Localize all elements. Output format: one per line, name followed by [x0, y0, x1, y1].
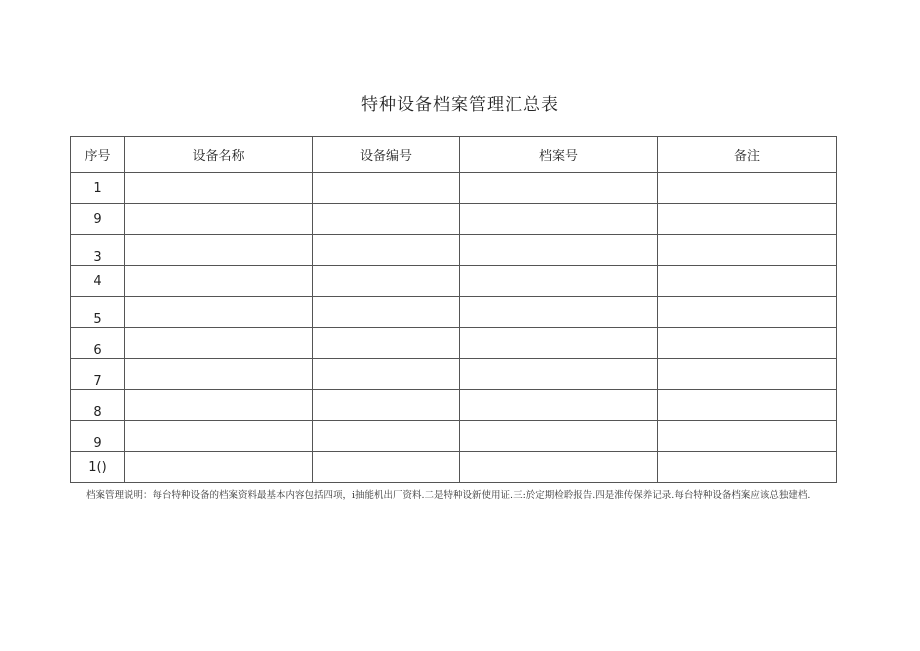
row-index [71, 452, 125, 483]
header-archive-number: 档案号 [460, 137, 658, 173]
row-index [71, 297, 125, 328]
device-number-cell [313, 173, 460, 204]
header-index: 序号 [71, 137, 125, 173]
device-number-cell [313, 390, 460, 421]
device-name-cell [125, 421, 313, 452]
remarks-cell [658, 452, 837, 483]
remarks-cell [658, 204, 837, 235]
remarks-cell [658, 390, 837, 421]
archive-number-cell [460, 235, 658, 266]
device-name-cell [125, 390, 313, 421]
table-header-row [71, 137, 837, 173]
row-index [71, 328, 125, 359]
archive-number-cell [460, 328, 658, 359]
archive-number-cell [460, 421, 658, 452]
remarks-cell [658, 235, 837, 266]
device-number-cell [313, 266, 460, 297]
table-row [71, 173, 837, 204]
device-number-cell [313, 452, 460, 483]
device-number-cell [313, 204, 460, 235]
row-index-label: 3 [93, 250, 102, 265]
remarks-cell [658, 359, 837, 390]
row-index [71, 235, 125, 266]
device-name-cell [125, 266, 313, 297]
row-index-label: 9 [93, 436, 102, 451]
header-remarks: 备注 [658, 137, 837, 173]
device-name-cell [125, 297, 313, 328]
header-device-number: 设备编号 [313, 137, 460, 173]
archive-management-note: 档案管理说明：每台特种设备的档案资料最基本内容包括四项，i抽能机出厂资料.二是特种设新使用证.三:於定期检聆报告.四是淮传保养记录.每台特种设备档案应该总独建档. [86, 490, 811, 501]
archive-number-cell [460, 390, 658, 421]
row-index [71, 173, 125, 204]
archive-number-cell [460, 204, 658, 235]
table-row [71, 266, 837, 297]
device-name-cell [125, 173, 313, 204]
archive-number-cell [460, 297, 658, 328]
device-number-cell [313, 297, 460, 328]
remarks-cell [658, 421, 837, 452]
row-index [71, 359, 125, 390]
table-row [71, 328, 837, 359]
row-index-label: 9 [93, 211, 102, 227]
row-index [71, 421, 125, 452]
table-row [71, 452, 837, 483]
row-index [71, 390, 125, 421]
device-number-cell [313, 235, 460, 266]
row-index-label: 7 [93, 374, 102, 389]
table-row [71, 235, 837, 266]
row-index-label: 4 [93, 273, 102, 289]
row-index-label: 1() [88, 459, 107, 475]
device-name-cell [125, 452, 313, 483]
remarks-cell [658, 328, 837, 359]
row-index [71, 266, 125, 297]
device-name-cell [125, 328, 313, 359]
table-row [71, 204, 837, 235]
row-index-label: 6 [93, 343, 102, 358]
remarks-cell [658, 266, 837, 297]
archive-number-cell [460, 266, 658, 297]
row-index-label: 8 [93, 405, 102, 420]
row-index [71, 204, 125, 235]
device-number-cell [313, 328, 460, 359]
device-name-cell [125, 204, 313, 235]
row-index-label: 1 [93, 180, 102, 196]
device-name-cell [125, 359, 313, 390]
remarks-cell [658, 173, 837, 204]
archive-number-cell [460, 173, 658, 204]
archive-number-cell [460, 452, 658, 483]
table-row [71, 359, 837, 390]
archive-summary-table [70, 136, 837, 483]
page-title: 特种设备档案管理汇总表 [361, 95, 559, 115]
header-device-name: 设备名称 [125, 137, 313, 173]
remarks-cell [658, 297, 837, 328]
archive-number-cell [460, 359, 658, 390]
device-number-cell [313, 359, 460, 390]
row-index-label: 5 [93, 312, 102, 327]
table-row [71, 390, 837, 421]
device-number-cell [313, 421, 460, 452]
table-row [71, 297, 837, 328]
table-row [71, 421, 837, 452]
device-name-cell [125, 235, 313, 266]
